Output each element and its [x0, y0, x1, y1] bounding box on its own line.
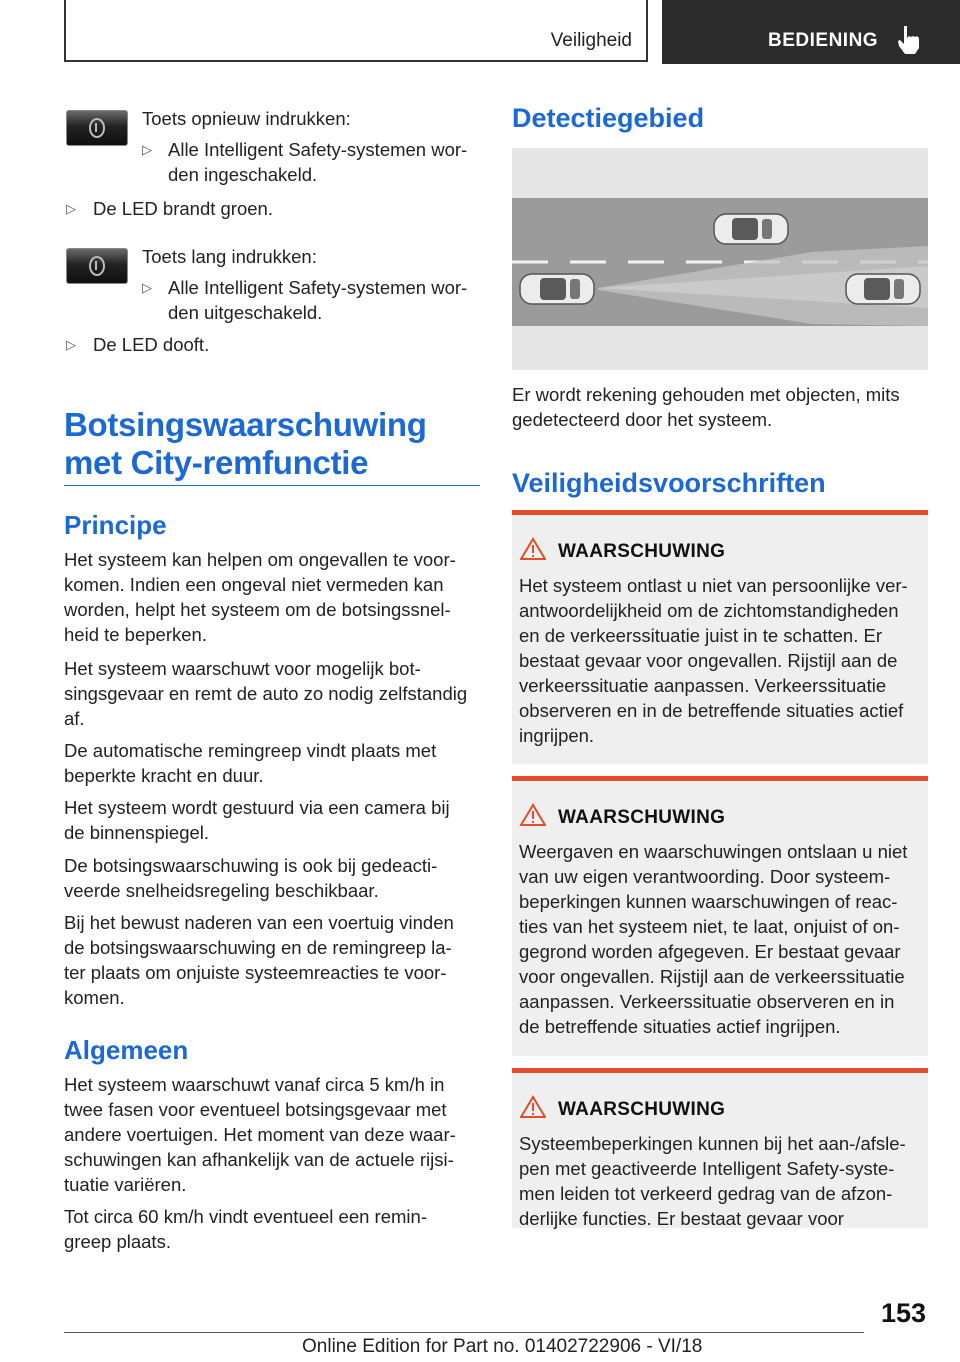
warning-line: voor ongevallen. Rijstijl aan de verkeerssituatie [519, 966, 905, 987]
bullet-icon: ▷ [142, 280, 152, 295]
bullet-icon: ▷ [66, 201, 76, 216]
principle-p2-line: Het systeem waarschuwt voor mogelijk bot- [64, 658, 421, 679]
warning-line: gegrond worden afgegeven. Er bestaat gevaar [519, 941, 901, 962]
press-long-intro: Toets lang indrukken: [142, 246, 317, 267]
principle-p5-line: De botsingswaarschuwing is ook bij gedeacti- [64, 855, 438, 876]
warning-line: Weergaven en waarschuwingen ontslaan u niet [519, 841, 908, 862]
general-p2-line: Tot circa 60 km/h vindt eventueel een remin- [64, 1206, 427, 1227]
title-divider [64, 485, 480, 486]
own-vehicle [520, 274, 594, 304]
general-p1-line: andere voertuigen. Het moment van deze waar- [64, 1124, 456, 1145]
warning-line: beperkingen kunnen waarschuwingen of reac- [519, 891, 898, 912]
safety-button-image [66, 248, 128, 284]
page-title-line-2: met City-remfunctie [64, 444, 369, 481]
warning-title: WAARSCHUWING [558, 1099, 726, 1120]
general-p1-line: schuwingen kan afhankelijk van de actuele rijsi- [64, 1149, 454, 1170]
principle-heading: Principe [64, 510, 167, 540]
page-number: 153 [880, 1298, 926, 1328]
edition-footer: Online Edition for Part no. 01402722906 - VI/18 [302, 1336, 703, 1357]
principle-p3-line: De automatische remingreep vindt plaats met [64, 740, 437, 761]
warning-line: en de verkeerssituatie juist in te schatten. Er [519, 625, 882, 646]
detection-text-line: Er wordt rekening gehouden met objecten, mits [512, 384, 900, 405]
detection-area-illustration [512, 148, 928, 370]
warning-box [512, 776, 928, 1056]
warning-triangle-icon [520, 1095, 546, 1119]
press-long-item-1-line-1: Alle Intelligent Safety-systemen wor- [168, 277, 468, 298]
principle-p1-line: komen. Indien een ongeval niet vermeden kan [64, 574, 444, 595]
chapter-title: BEDIENING [768, 30, 879, 51]
road-diagram [512, 148, 928, 370]
warning-line: van uw eigen verantwoording. Door systeem- [519, 866, 891, 887]
press-again-item-1-line-1: Alle Intelligent Safety-systemen wor- [168, 139, 468, 160]
detection-text-line: gedetecteerd door het systeem. [512, 409, 773, 430]
press-long-item-2: De LED dooft. [93, 334, 210, 355]
principle-p3-line: beperkte kracht en duur. [64, 765, 264, 786]
warning-body [519, 1131, 925, 1231]
principle-p1-line: heid te beperken. [64, 624, 207, 645]
safety-button-image [66, 110, 128, 146]
warning-line: bestaat gevaar voor ongevallen. Rijstijl aan de [519, 650, 898, 671]
page-title-line-1: Botsingswaarschuwing [64, 406, 427, 443]
press-long-item-1-line-2: den uitgeschakeld. [168, 302, 323, 323]
warning-line: observeren en in de betreffende situaties actief [519, 700, 904, 721]
general-p1-line: tuatie variëren. [64, 1174, 187, 1195]
pointing-hand-icon [894, 24, 922, 56]
general-p1-line: twee fasen voor eventueel botsingsgevaar met [64, 1099, 447, 1120]
warning-box [512, 1068, 928, 1228]
general-heading: Algemeen [64, 1035, 189, 1065]
principle-p6-line: komen. [64, 987, 125, 1008]
principle-p1-line: Het systeem kan helpen om ongevallen te voor- [64, 549, 456, 570]
warning-box [512, 510, 928, 764]
press-again-item-2: De LED brandt groen. [93, 198, 273, 219]
section-title: Veiligheid [550, 30, 632, 51]
safety-heading: Veiligheidsvoorschriften [512, 468, 826, 498]
warning-line: Het systeem ontlast u niet van persoonlijke ver- [519, 575, 908, 596]
warning-line: de betreffende situaties actief ingrijpen. [519, 1016, 841, 1037]
vehicle-ahead [846, 274, 920, 304]
general-p1-line: Het systeem waarschuwt vanaf circa 5 km/h in [64, 1074, 445, 1095]
principle-p2-line: singsgevaar en remt de auto zo nodig zelfstandig [64, 683, 468, 704]
warning-title: WAARSCHUWING [558, 807, 726, 828]
principle-p4-line: de binnenspiegel. [64, 822, 210, 843]
press-again-item-1-line-2: den ingeschakeld. [168, 164, 318, 185]
principle-p1-line: worden, helpt het systeem om de botsingssnel- [64, 599, 451, 620]
warning-line: verkeerssituatie aanpassen. Verkeerssituatie [519, 675, 887, 696]
warning-body [519, 573, 925, 748]
warning-triangle-icon [520, 537, 546, 561]
principle-p6-line: Bij het bewust naderen van een voertuig vinden [64, 912, 454, 933]
warning-line: aanpassen. Verkeerssituatie observeren en in [519, 991, 895, 1012]
principle-p2-line: af. [64, 708, 85, 729]
warning-body [519, 839, 925, 1039]
warning-title: WAARSCHUWING [558, 541, 726, 562]
general-p2-line: greep plaats. [64, 1231, 171, 1252]
footer-divider [64, 1332, 864, 1333]
vehicle-other-lane [714, 214, 788, 244]
warning-line: derlijke functies. Er bestaat gevaar voor [519, 1208, 844, 1229]
detection-heading: Detectiegebied [512, 103, 705, 133]
warning-line: antwoordelijkheid om de zichtomstandigheden [519, 600, 899, 621]
header-chapter-tab [662, 0, 960, 64]
header-section-box [64, 0, 648, 62]
warning-line: ingrijpen. [519, 725, 595, 746]
warning-line: pen met geactiveerde Intelligent Safety-syste- [519, 1158, 895, 1179]
principle-p5-line: veerde snelheidsregeling beschikbaar. [64, 880, 379, 901]
warning-line: ties van het systeem niet, te laat, onjuist of on- [519, 916, 900, 937]
bullet-icon: ▷ [142, 142, 152, 157]
warning-line: Systeembeperkingen kunnen bij het aan-/afsle- [519, 1133, 906, 1154]
bullet-icon: ▷ [66, 337, 76, 352]
principle-p6-line: de botsingswaarschuwing en de remingreep la- [64, 937, 452, 958]
principle-p6-line: ter plaats om onjuiste systeemreacties te voor- [64, 962, 447, 983]
press-again-intro: Toets opnieuw indrukken: [142, 108, 351, 129]
principle-p4-line: Het systeem wordt gestuurd via een camera bij [64, 797, 450, 818]
warning-triangle-icon [520, 803, 546, 827]
warning-line: men leiden tot verkeerd gedrag van de afzon- [519, 1183, 893, 1204]
